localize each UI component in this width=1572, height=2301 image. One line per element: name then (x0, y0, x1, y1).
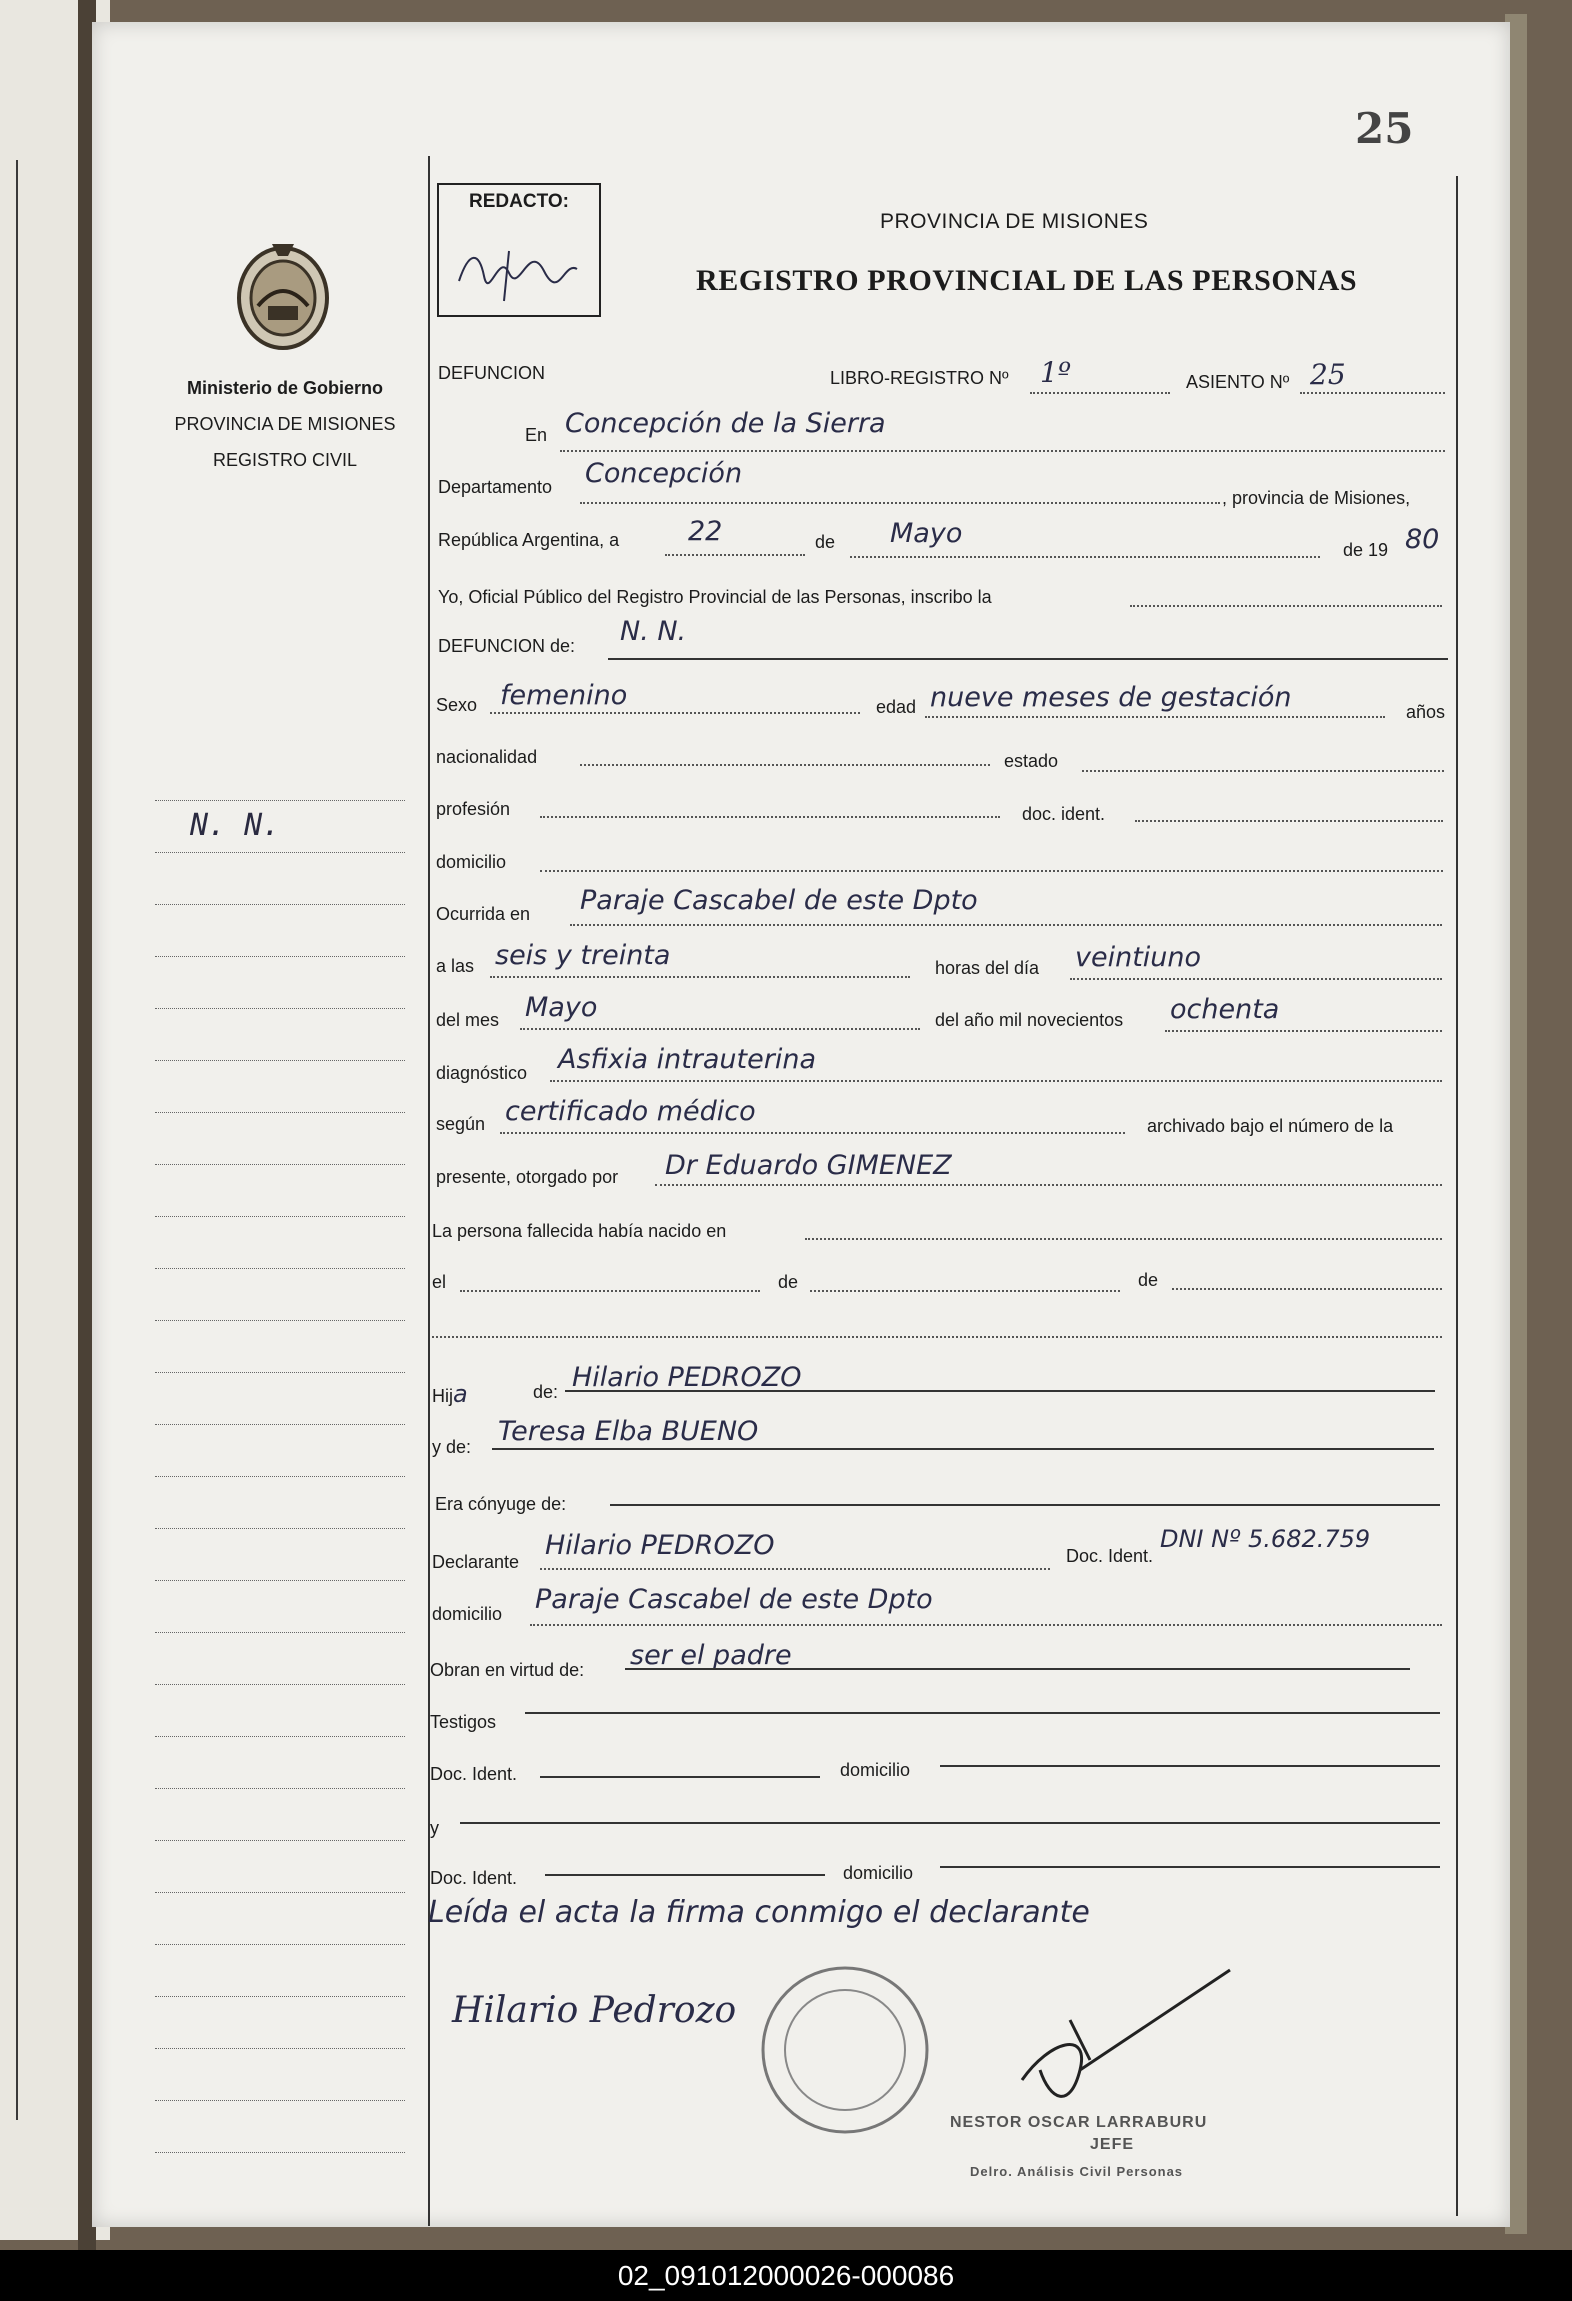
republica-label: República Argentina, a (438, 530, 620, 550)
decl-doc-label: Doc. Ident. (1066, 1546, 1154, 1566)
departamento-label: Departamento (438, 477, 553, 497)
archivado-label: archivado bajo el número de la (1147, 1116, 1394, 1136)
declarante-signature: Hilario Pedrozo (452, 1990, 737, 2031)
hija-suffix: a (453, 1380, 468, 1408)
margin-note: N. N. (190, 808, 281, 843)
footer-id: 02_091012000026-000086 (0, 2250, 1572, 2301)
y-de-label: y de: (432, 1437, 472, 1457)
hija-prefix: Hij (432, 1386, 453, 1406)
official-stamp-icon (755, 1955, 935, 2145)
segun-value: certificado médico (505, 1096, 756, 1127)
el-label: el (432, 1272, 447, 1292)
anios-label: años (1406, 702, 1446, 722)
presente-label: presente, otorgado por (436, 1167, 619, 1187)
profesion-label: profesión (436, 799, 511, 819)
t2-dom-label: domicilio (843, 1863, 914, 1883)
horas-value: veintiuno (1075, 942, 1202, 973)
diagnostico-value: Asfixia intrauterina (558, 1044, 817, 1075)
obran-label: Obran en virtud de: (430, 1660, 585, 1680)
header-registry: REGISTRO PROVINCIAL DE LAS PERSONAS (696, 264, 1358, 297)
defuncion-de-label: DEFUNCION de: (438, 636, 576, 656)
t-doc-label: Doc. Ident. (430, 1764, 518, 1784)
officer-title: JEFE (1090, 2136, 1135, 2153)
asiento-label: ASIENTO Nº (1186, 372, 1290, 392)
de3-label: de (1138, 1270, 1159, 1290)
estado-label: estado (1004, 751, 1059, 771)
redacto-label: REDACTO: (469, 191, 569, 212)
testigos-label: Testigos (430, 1712, 497, 1732)
year-prefix: de 19 (1343, 540, 1389, 560)
de-label: de (815, 532, 836, 552)
madre-value: Teresa Elba BUENO (498, 1416, 759, 1447)
ministry-registry: REGISTRO CIVIL (212, 450, 358, 470)
del-mes-label: del mes (436, 1010, 500, 1030)
decl-dom-label: domicilio (432, 1604, 503, 1624)
hija-label (432, 1380, 468, 1408)
nacionalidad-label: nacionalidad (436, 747, 538, 767)
page-number: 25 (1355, 104, 1414, 153)
t-dom-label: domicilio (840, 1760, 911, 1780)
officer-name: NESTOR OSCAR LARRABURU (950, 2114, 1208, 2131)
libro-value: 1º (1040, 356, 1071, 389)
header-province: PROVINCIA DE MISIONES (880, 210, 1149, 233)
sexo-label: Sexo (436, 695, 478, 715)
intro-line: Yo, Oficial Público del Registro Provincial de las Personas, inscribo la (438, 587, 992, 607)
presente-value: Dr Eduardo GIMENEZ (665, 1150, 952, 1181)
ocurrida-value: Paraje Cascabel de este Dpto (580, 885, 978, 916)
ministry-province: PROVINCIA DE MISIONES (174, 414, 396, 434)
asiento-value: 25 (1310, 358, 1346, 391)
edad-value: nueve meses de gestación (930, 682, 1292, 713)
province-seal-icon (228, 236, 338, 356)
act-type: DEFUNCION (438, 363, 545, 383)
ministry-name: Ministerio de Gobierno (186, 378, 383, 398)
day-value: 22 (688, 516, 723, 547)
decl-doc-value: DNI Nº 5.682.759 (1160, 1525, 1371, 1553)
y-label: y (430, 1818, 439, 1838)
officer-signature-icon (1010, 1960, 1240, 2100)
horas-label: horas del día (935, 958, 1040, 978)
del-mes-value: Mayo (525, 992, 598, 1023)
conyuge-label: Era cónyuge de: (435, 1494, 567, 1514)
ocurrida-label: Ocurrida en (436, 904, 531, 924)
officer-unit: Delro. Análisis Civil Personas (970, 2164, 1184, 2179)
margin-lines (155, 800, 405, 2204)
de-padre-label: de: (533, 1382, 559, 1402)
libro-label: LIBRO-REGISTRO Nº (830, 368, 1009, 388)
de2-label: de (778, 1272, 799, 1292)
a-las-value: seis y treinta (495, 940, 671, 971)
domicilio-label: domicilio (436, 852, 507, 872)
en-value: Concepción de la Sierra (565, 408, 886, 439)
segun-label: según (436, 1114, 486, 1134)
del-anio-value: ochenta (1170, 994, 1280, 1025)
form-frame-right (1456, 176, 1458, 2216)
decl-dom-value: Paraje Cascabel de este Dpto (535, 1584, 933, 1615)
en-label: En (525, 425, 548, 445)
a-las-label: a las (436, 956, 475, 976)
sexo-value: femenino (500, 680, 628, 711)
padre-value: Hilario PEDROZO (572, 1362, 802, 1393)
declarante-label: Declarante (432, 1552, 520, 1572)
declarante-value: Hilario PEDROZO (545, 1530, 775, 1561)
ministry-block (150, 370, 420, 478)
closing-line: Leída el acta la firma conmigo el declarante (428, 1895, 1090, 1930)
departamento-value: Concepción (585, 458, 743, 489)
month-value: Mayo (890, 518, 963, 549)
provincia-suffix: , provincia de Misiones, (1222, 488, 1411, 508)
edad-label: edad (876, 697, 917, 717)
obran-value: ser el padre (630, 1640, 792, 1671)
nacido-label: La persona fallecida había nacido en (432, 1221, 727, 1241)
redacto-box (437, 183, 601, 317)
diagnostico-label: diagnóstico (436, 1063, 528, 1083)
defuncion-de-value: N. N. (620, 616, 687, 647)
t2-doc-label: Doc. Ident. (430, 1868, 518, 1888)
redacto-signature (449, 221, 589, 309)
doc-ident-label: doc. ident. (1022, 804, 1106, 824)
del-anio-label: del año mil novecientos (935, 1010, 1124, 1030)
year-value: 80 (1405, 524, 1440, 555)
